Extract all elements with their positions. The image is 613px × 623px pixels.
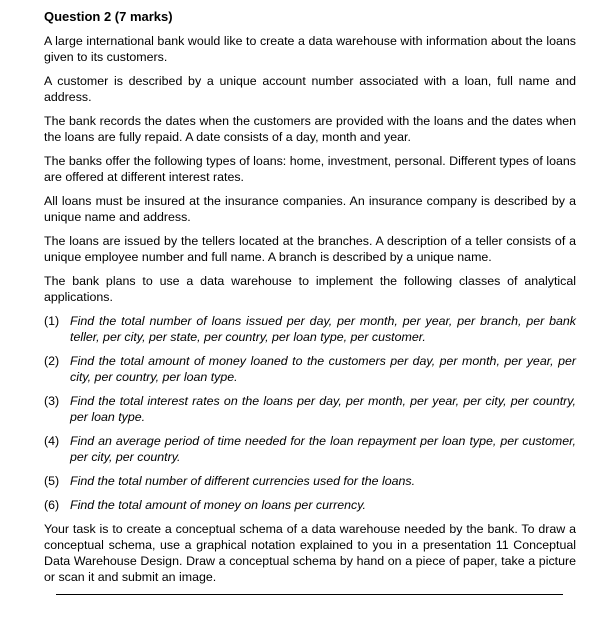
applications-list: [44, 313, 576, 513]
list-item-text: Find the total number of different currencies used for the loans.: [70, 474, 416, 488]
list-item: [44, 393, 576, 425]
loan-types-paragraph: The banks offer the following types of loans: home, investment, personal. Different types of loans are offered at different interest rates.: [44, 154, 576, 184]
dates-paragraph: The bank records the dates when the customers are provided with the loans and the dates when the loans are fully repaid. A date consists of a day, month and year.: [44, 114, 576, 144]
task-paragraph: Your task is to create a conceptual schema of a data warehouse needed by the bank. To draw a conceptual schema, use a graphical notation explained to you in a presentation 11 Conceptual Data Warehouse Design. Draw a conceptual schema by hand on a piece of paper, take a picture or scan it and submit an image.: [44, 522, 576, 584]
list-item-number: (6): [44, 498, 60, 512]
applications-intro-paragraph: The bank plans to use a data warehouse to implement the following classes of analytical applications.: [44, 274, 576, 304]
question-title: Question 2 (7 marks): [44, 9, 173, 24]
list-item: [44, 433, 576, 465]
list-item-number: (2): [44, 354, 60, 368]
list-item-number: (3): [44, 394, 60, 408]
list-item-text: Find the total number of loans issued per day, per month, per year, per branch, per bank teller, per city, per state, per country, per loan type, per customer.: [70, 314, 576, 344]
tellers-paragraph: The loans are issued by the tellers located at the branches. A description of a teller consists of a unique employee number and full name. A branch is described by a unique name.: [44, 234, 576, 264]
list-item-text: Find the total interest rates on the loans per day, per month, per year, per city, per country, per loan type.: [70, 394, 576, 424]
list-item-number: (5): [44, 474, 60, 488]
customer-paragraph: A customer is described by a unique account number associated with a loan, full name and address.: [44, 74, 576, 104]
list-item-text: Find the total amount of money on loans per currency.: [70, 498, 366, 512]
insurance-paragraph: All loans must be insured at the insurance companies. An insurance company is described by a unique name and address.: [44, 194, 576, 224]
list-item: [44, 353, 576, 385]
list-item: [44, 497, 576, 513]
list-item-number: (1): [44, 314, 60, 328]
list-item-text: Find an average period of time needed for the loan repayment per loan type, per customer, per city, per country.: [70, 434, 576, 464]
list-item-number: (4): [44, 434, 60, 448]
list-item: [44, 313, 576, 345]
list-item-text: Find the total amount of money loaned to the customers per day, per month, per year, per city, per country, per loan type.: [70, 354, 576, 384]
intro-paragraph: A large international bank would like to create a data warehouse with information about the loans given to its customers.: [44, 34, 576, 64]
question-document: [44, 9, 576, 593]
bottom-divider: [56, 594, 563, 595]
list-item: [44, 473, 576, 489]
